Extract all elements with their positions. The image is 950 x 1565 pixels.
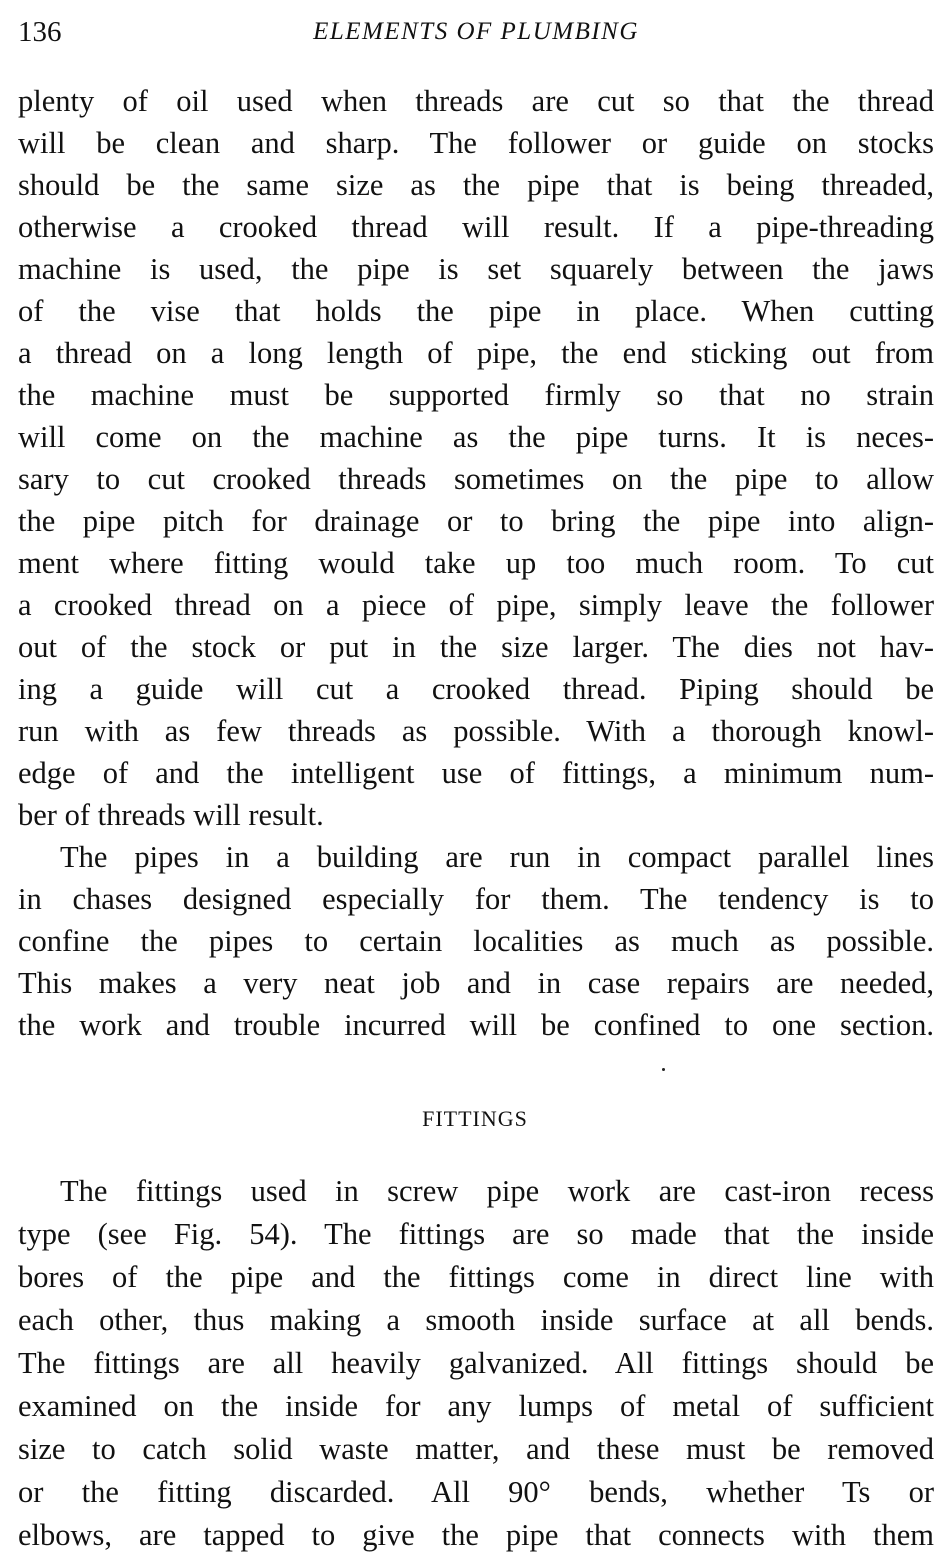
text-line: will come on the machine as the pipe turns. It is neces- [18, 420, 934, 454]
print-speck [662, 1068, 665, 1071]
text-line: ber of threads will result. [18, 798, 324, 832]
text-line: or the fitting discarded. All 90° bends, whether Ts or [18, 1475, 934, 1509]
section-heading: FITTINGS [422, 1106, 528, 1131]
text-line: of the vise that holds the pipe in place. When cutting [18, 294, 934, 328]
text-line: confine the pipes to certain localities as much as possible. [18, 924, 934, 958]
text-line: will be clean and sharp. The follower or guide on stocks [18, 126, 934, 160]
text-line: examined on the inside for any lumps of metal of sufficient [18, 1389, 934, 1423]
text-line: the machine must be supported firmly so that no strain [18, 378, 934, 412]
text-line: machine is used, the pipe is set squarely between the jaws [18, 252, 934, 286]
text-line: a thread on a long length of pipe, the end sticking out from [18, 336, 934, 370]
text-line: The fittings used in screw pipe work are cast-iron recess [60, 1174, 934, 1208]
page-header [18, 14, 934, 50]
text-line: ment where fitting would take up too much room. To cut [18, 546, 934, 580]
text-line: should be the same size as the pipe that is being threaded, [18, 168, 934, 202]
text-line: each other, thus making a smooth inside surface at all bends. [18, 1303, 934, 1337]
text-line: run with as few threads as possible. With a thorough knowl- [18, 714, 934, 748]
text-line: in chases designed especially for them. The tendency is to [18, 882, 934, 916]
text-line: otherwise a crooked thread will result. If a pipe-threading [18, 210, 934, 244]
text-line: a crooked thread on a piece of pipe, simply leave the follower [18, 588, 934, 622]
text-line: the pipe pitch for drainage or to bring the pipe into align- [18, 504, 934, 538]
text-line: size to catch solid waste matter, and these must be removed [18, 1432, 934, 1466]
text-line: sary to cut crooked threads sometimes on the pipe to allow [18, 462, 934, 496]
page-number: 136 [18, 16, 62, 48]
text-line: elbows, are tapped to give the pipe that connects with them [18, 1518, 934, 1552]
text-line: The pipes in a building are run in compact parallel lines [60, 840, 934, 874]
text-line: edge of and the intelligent use of fittings, a minimum num- [18, 756, 934, 790]
text-line: out of the stock or put in the size larger. The dies not hav- [18, 630, 934, 664]
text-line: ing a guide will cut a crooked thread. Piping should be [18, 672, 934, 706]
text-line: The fittings are all heavily galvanized. All fittings should be [18, 1346, 934, 1380]
running-title: ELEMENTS OF PLUMBING [313, 18, 639, 45]
text-line: plenty of oil used when threads are cut so that the thread [18, 84, 934, 118]
text-line: type (see Fig. 54). The fittings are so made that the inside [18, 1217, 934, 1251]
text-line: This makes a very neat job and in case repairs are needed, [18, 966, 934, 1000]
text-line: bores of the pipe and the fittings come in direct line with [18, 1260, 934, 1294]
text-line: the work and trouble incurred will be confined to one section. [18, 1008, 934, 1042]
